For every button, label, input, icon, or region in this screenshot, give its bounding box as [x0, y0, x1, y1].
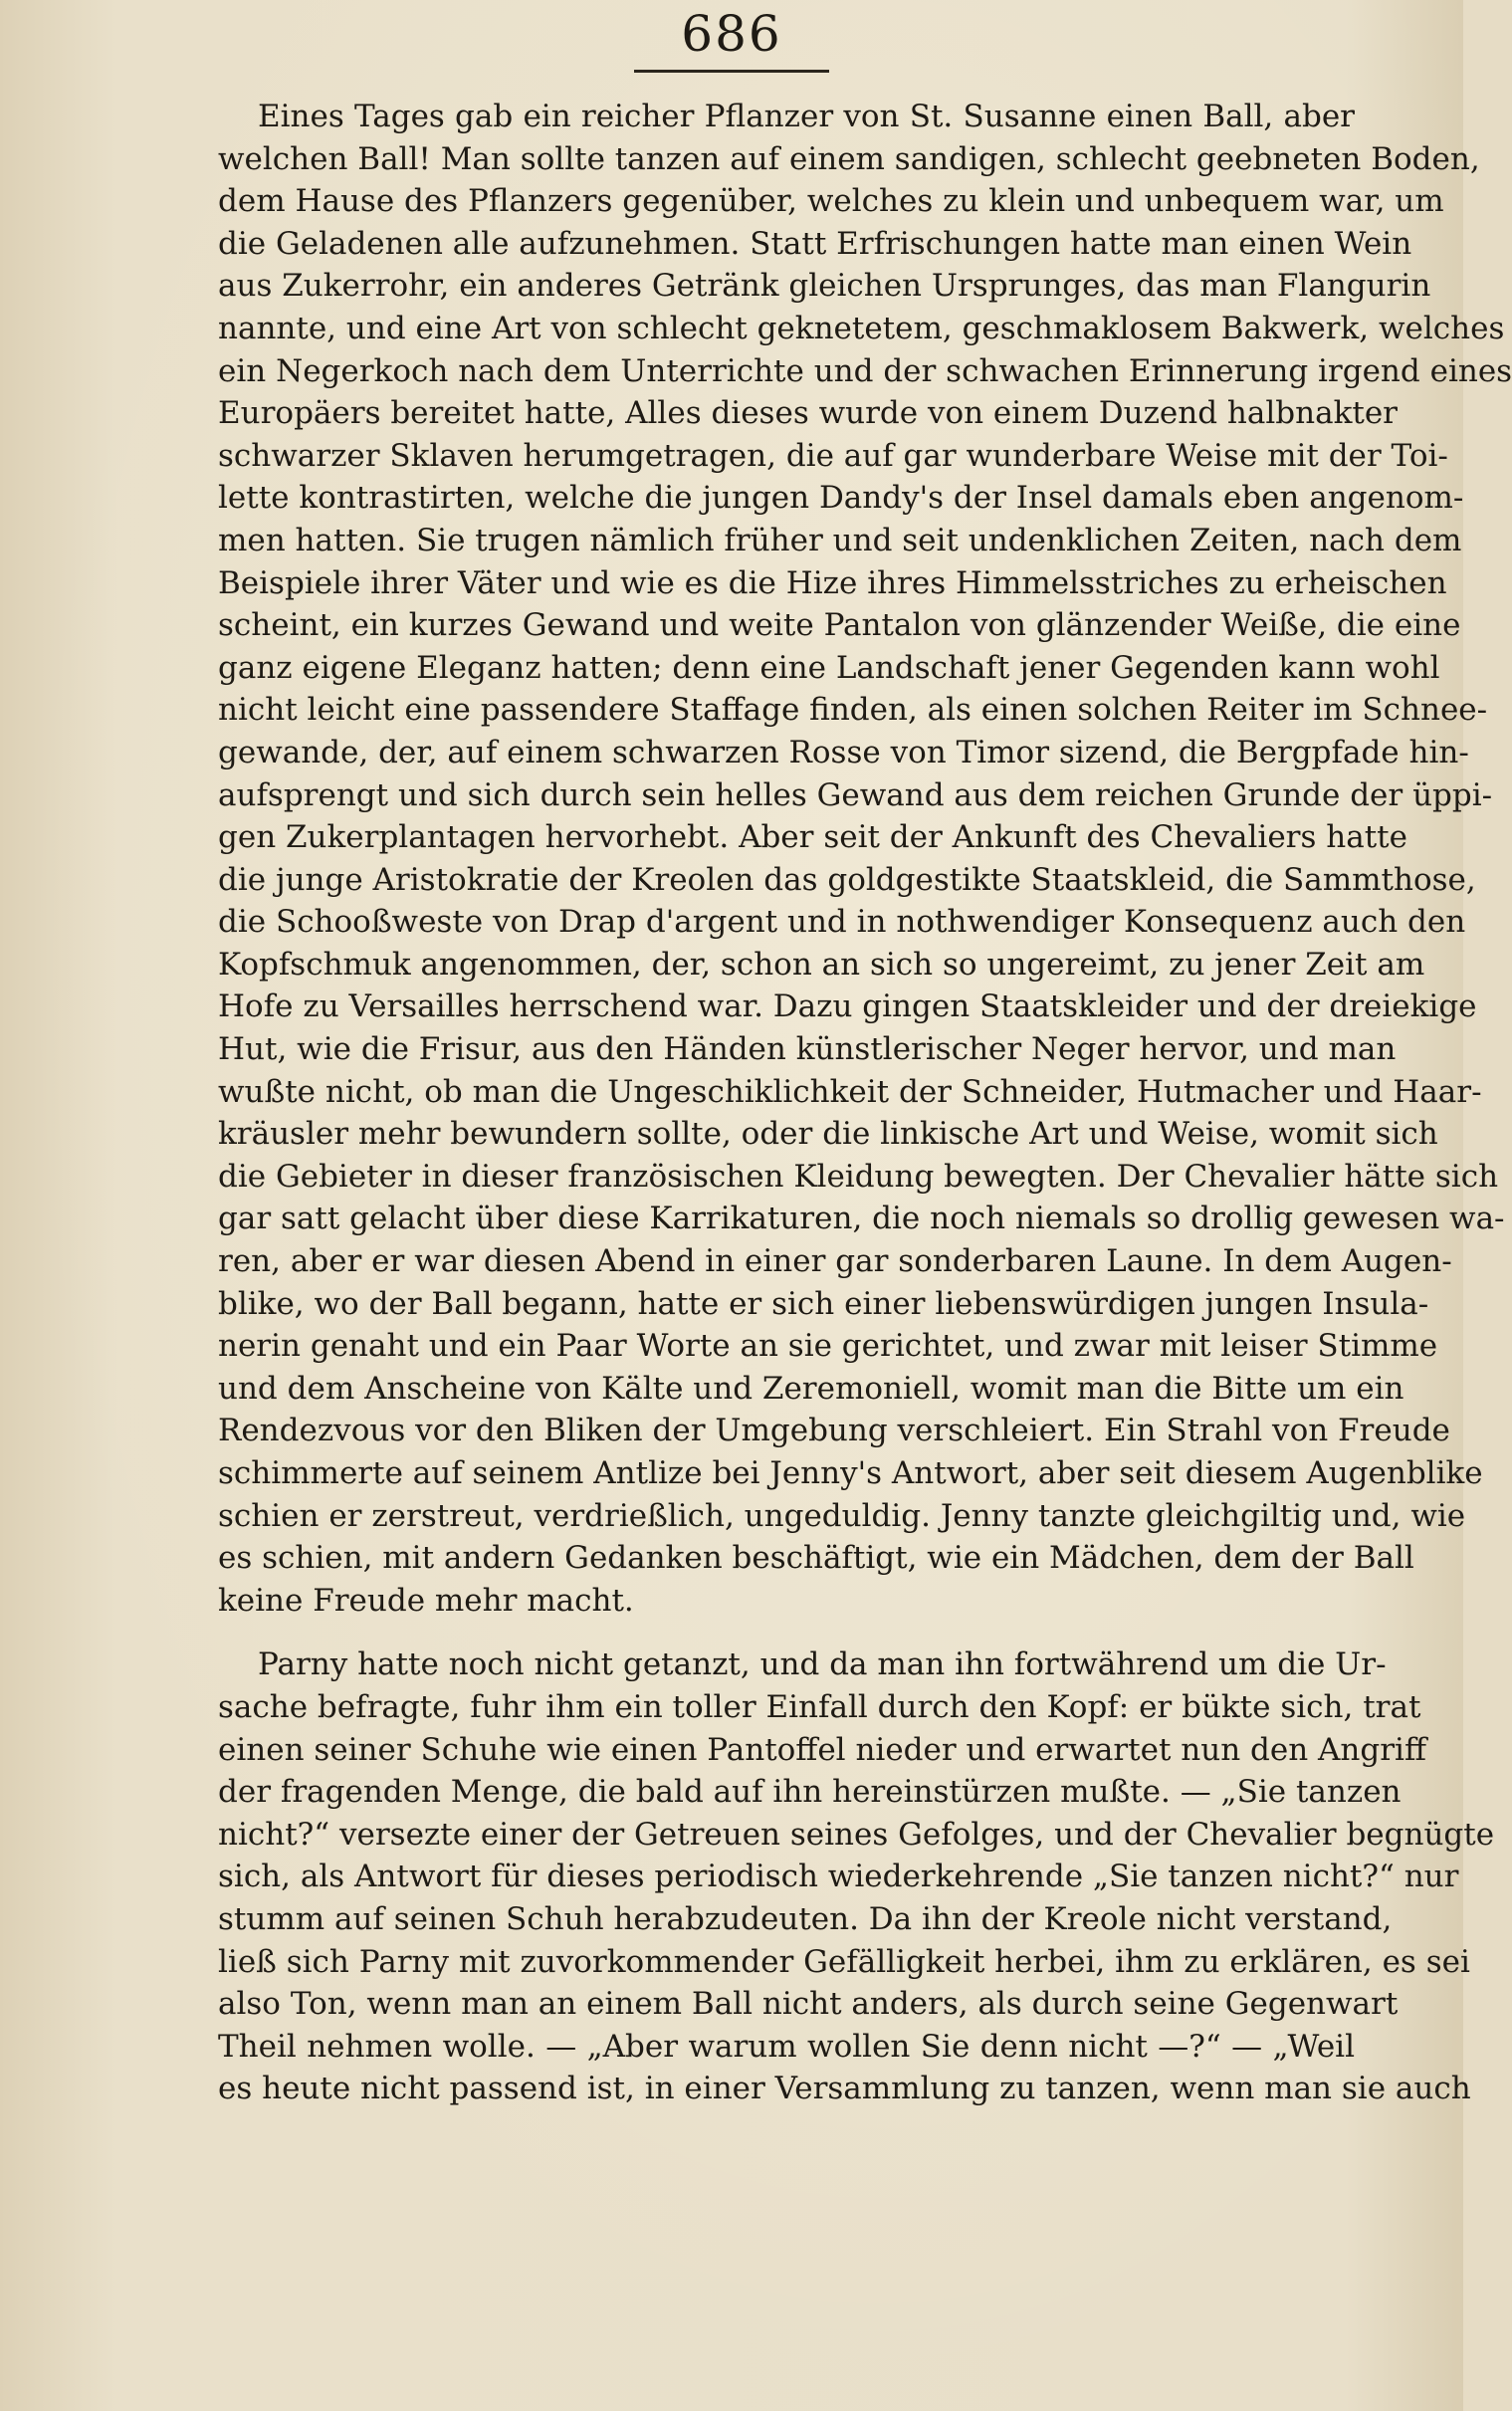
text-line: ganz eigene Eleganz hatten; denn eine Landschaft jener Gegenden kann wohl [218, 649, 1440, 686]
text-line: lette kontrastirten, welche die jungen Dandy's der Insel damals eben angenom- [218, 480, 1464, 517]
text-line: die Schooßweste von Drap d'argent und in nothwendiger Konsequenz auch den [218, 904, 1466, 941]
text-line: und dem Anscheine von Kälte und Zeremoniell, womit man die Bitte um ein [218, 1370, 1404, 1407]
text-line: Theil nehmen wolle. — „Aber warum wollen Sie denn nicht —?“ — „Weil [218, 2028, 1355, 2065]
text-line: gewande, der, auf einem schwarzen Rosse von Timor sizend, die Bergpfade hin- [218, 734, 1469, 770]
text-line: Rendezvous vor den Bliken der Umgebung verschleiert. Ein Strahl von Freude [218, 1413, 1450, 1449]
text-line: kräusler mehr bewundern sollte, oder die linkische Art und Weise, womit sich [218, 1116, 1438, 1153]
text-line: schwarzer Sklaven herumgetragen, die auf gar wunderbare Weise mit der Toi- [218, 437, 1448, 474]
text-line: schien er zerstreut, verdrießlich, ungeduldig. Jenny tanzte gleichgiltig und, wie [218, 1497, 1466, 1534]
paragraph-1 [218, 96, 1512, 1622]
text-line: gar satt gelacht über diese Karrikaturen, die noch niemals so drollig gewesen wa- [218, 1201, 1505, 1237]
text-line: der fragenden Menge, die bald auf ihn hereinstürzen mußte. — „Sie tanzen [218, 1774, 1402, 1811]
text-line: die Gebieter in dieser französischen Kleidung bewegten. Der Chevalier hätte sich [218, 1158, 1499, 1195]
text-line: sache befragte, fuhr ihm ein toller Einfall durch den Kopf: er bükte sich, trat [218, 1688, 1421, 1725]
text-line: also Ton, wenn man an einem Ball nicht anders, als durch seine Gegenwart [218, 1986, 1399, 2023]
text-line: die junge Aristokratie der Kreolen das goldgestikte Staatskleid, die Sammthose, [218, 861, 1476, 898]
text-line: schimmerte auf seinem Antlize bei Jenny's Antwort, aber seit diesem Augenblike [218, 1455, 1483, 1491]
text-line: Parny hatte noch nicht getanzt, und da man ihn fortwährend um die Ur- [258, 1646, 1387, 1683]
page-number: 686 [681, 5, 782, 63]
header-rule [634, 70, 829, 73]
text-line: ren, aber er war diesen Abend in einer gar sonderbaren Laune. In dem Augen- [218, 1243, 1452, 1280]
text-line: aus Zukerrohr, ein anderes Getränk gleichen Ursprunges, das man Flangurin [218, 268, 1431, 305]
text-line: gen Zukerplantagen hervorhebt. Aber seit der Ankunft des Chevaliers hatte [218, 819, 1407, 856]
text-line: stumm auf seinen Schuh herabzudeuten. Da ihn der Kreole nicht verstand, [218, 1900, 1393, 1937]
text-line: nicht leicht eine passendere Staffage finden, als einen solchen Reiter im Schnee- [218, 692, 1488, 729]
text-line: scheint, ein kurzes Gewand und weite Pantalon von glänzender Weiße, die eine [218, 607, 1461, 644]
text-line: men hatten. Sie trugen nämlich früher und seit undenklichen Zeiten, nach dem [218, 522, 1462, 558]
text-line: Eines Tages gab ein reicher Pflanzer von St. Susanne einen Ball, aber [258, 99, 1355, 134]
text-line: nerin genaht und ein Paar Worte an sie gerichtet, und zwar mit leiser Stimme [218, 1328, 1438, 1365]
text-line: Hofe zu Versailles herrschend war. Dazu gingen Staatskleider und der dreiekige [218, 988, 1477, 1025]
body-text [218, 96, 1512, 2110]
paragraph-gap [218, 1622, 1355, 1644]
text-line: keine Freude mehr macht. [218, 1582, 634, 1619]
text-line: nicht?“ versezte einer der Getreuen seines Gefolges, und der Chevalier begnügte [218, 1816, 1495, 1853]
text-line: Hut, wie die Frisur, aus den Händen künstlerischer Neger hervor, und man [218, 1031, 1397, 1068]
text-line: Europäers bereitet hatte, Alles dieses wurde von einem Duzend halbnakter [218, 395, 1398, 432]
text-line: es heute nicht passend ist, in einer Versammlung zu tanzen, wenn man sie auch [218, 2071, 1471, 2107]
text-line: einen seiner Schuhe wie einen Pantoffel nieder und erwartet nun den Angriff [218, 1731, 1426, 1768]
text-line: Kopfschmuk angenommen, der, schon an sich so ungereimt, zu jener Zeit am [218, 946, 1425, 983]
text-line: es schien, mit andern Gedanken beschäftigt, wie ein Mädchen, dem der Ball [218, 1540, 1414, 1577]
text-line: Beispiele ihrer Väter und wie es die Hize ihres Himmelsstriches zu erheischen [218, 564, 1447, 601]
text-line: aufsprengt und sich durch sein helles Gewand aus dem reichen Grunde der üppi- [218, 776, 1493, 813]
text-line: die Geladenen alle aufzunehmen. Statt Erfrischungen hatte man einen Wein [218, 225, 1412, 262]
text-line: ließ sich Parny mit zuvorkommender Gefälligkeit herbei, ihm zu erklären, es sei [218, 1943, 1470, 1980]
text-line: blike, wo der Ball begann, hatte er sich einer liebenswürdigen jungen Insula- [218, 1285, 1429, 1322]
text-line: nannte, und eine Art von schlecht geknetetem, geschmaklosem Bakwerk, welches [218, 310, 1505, 346]
text-line: wußte nicht, ob man die Ungeschiklichkeit der Schneider, Hutmacher und Haar- [218, 1073, 1482, 1110]
text-line: ein Negerkoch nach dem Unterrichte und der schwachen Erinnerung irgend eines [218, 352, 1512, 389]
paragraph-2 [218, 1644, 1495, 2110]
text-line: dem Hause des Pflanzers gegenüber, welches zu klein und unbequem war, um [218, 183, 1444, 220]
text-line: welchen Ball! Man sollte tanzen auf einem sandigen, schlecht geebneten Boden, [218, 140, 1480, 177]
text-line: sich, als Antwort für dieses periodisch wiederkehrende „Sie tanzen nicht?“ nur [218, 1859, 1459, 1895]
